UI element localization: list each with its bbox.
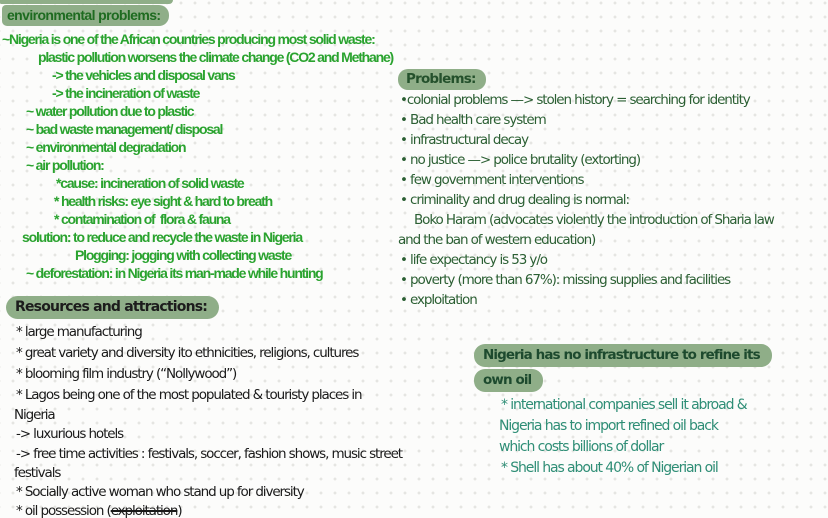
note-line: • no justice —> police brutality (extorting) xyxy=(400,152,640,168)
note-line: * large manufacturing xyxy=(16,324,142,340)
note-line: ~ water pollution due to plastic xyxy=(26,103,194,119)
note-line: -> the vehicles and disposal vans xyxy=(52,67,235,83)
note-line: *cause: incineration of solid waste xyxy=(56,175,244,191)
oil-infrastructure-header-line1: Nigeria has no infrastructure to refine its xyxy=(474,344,772,367)
problems-header: Problems: xyxy=(398,69,486,90)
note-line: * Shell has about 40% of Nigerian oil xyxy=(501,460,718,476)
note-line: * contamination of flora & fauna xyxy=(54,211,230,227)
note-line: plastic pollution worsens the climate change (CO2 and Methane) xyxy=(38,49,394,65)
note-line: festivals xyxy=(14,465,61,481)
note-line: • infrastructural decay xyxy=(400,132,528,148)
note-line: * blooming film industry (“Nollywood”) xyxy=(16,366,237,382)
note-line: • criminality and drug dealing is normal: xyxy=(400,192,629,208)
note-line: -> free time activities : festivals, soccer, fashion shows, music street xyxy=(16,446,402,462)
resources-attractions-header: Resources and attractions: xyxy=(6,296,219,319)
note-line: Nigeria xyxy=(14,407,55,423)
oil-infrastructure-header-line2: own oil xyxy=(474,369,543,392)
note-line: -> the incineration of waste xyxy=(52,85,200,101)
note-line: ~ bad waste management/ disposal xyxy=(26,121,223,137)
note-line: Plogging: jogging with collecting waste xyxy=(75,247,292,263)
cutoff-highlight-strip xyxy=(0,0,173,4)
note-line: and the ban of western education) xyxy=(398,232,596,248)
note-line: •colonial problems —> stolen history = searching for identity xyxy=(400,92,750,108)
note-line: Boko Haram (advocates violently the introduction of Sharia law xyxy=(414,212,774,228)
note-line: • life expectancy is 53 y/o xyxy=(400,252,547,268)
note-line: ~ environmental degradation xyxy=(26,139,186,155)
note-line: -> luxurious hotels xyxy=(16,426,124,442)
note-line: * international companies sell it abroad & xyxy=(501,397,747,413)
note-line: ~ air pollution: xyxy=(26,157,104,173)
note-line: ~Nigeria is one of the African countries producing most solid waste: xyxy=(2,31,375,47)
struck-word: exploitation xyxy=(110,503,178,518)
environmental-problems-header: environmental problems: xyxy=(2,5,169,26)
note-line: • Bad health care system xyxy=(400,112,546,128)
note-line: • few government interventions xyxy=(400,172,584,188)
note-line: • poverty (more than 67%): missing supplies and facilities xyxy=(400,272,731,288)
note-line: • exploitation xyxy=(400,292,477,308)
note-line: * health risks: eye sight & hard to breath xyxy=(54,193,272,209)
note-line: ~ deforestation: in Nigeria its man-made while hunting xyxy=(26,265,323,281)
note-line: which costs billions of dollar xyxy=(499,439,664,455)
note-line: * Socially active woman who stand up for diversity xyxy=(16,484,304,500)
oil-possession-prefix: * oil possession ( xyxy=(16,503,111,518)
note-line: * great variety and diversity ito ethnicities, religions, cultures xyxy=(16,345,359,361)
note-line: * Lagos being one of the most populated & touristy places in xyxy=(16,387,362,403)
oil-possession-suffix: ) xyxy=(177,503,182,518)
note-line: solution: to reduce and recycle the waste in Nigeria xyxy=(22,229,302,245)
note-line-oil-possession xyxy=(16,503,181,518)
note-line: Nigeria has to import refined oil back xyxy=(499,418,718,434)
